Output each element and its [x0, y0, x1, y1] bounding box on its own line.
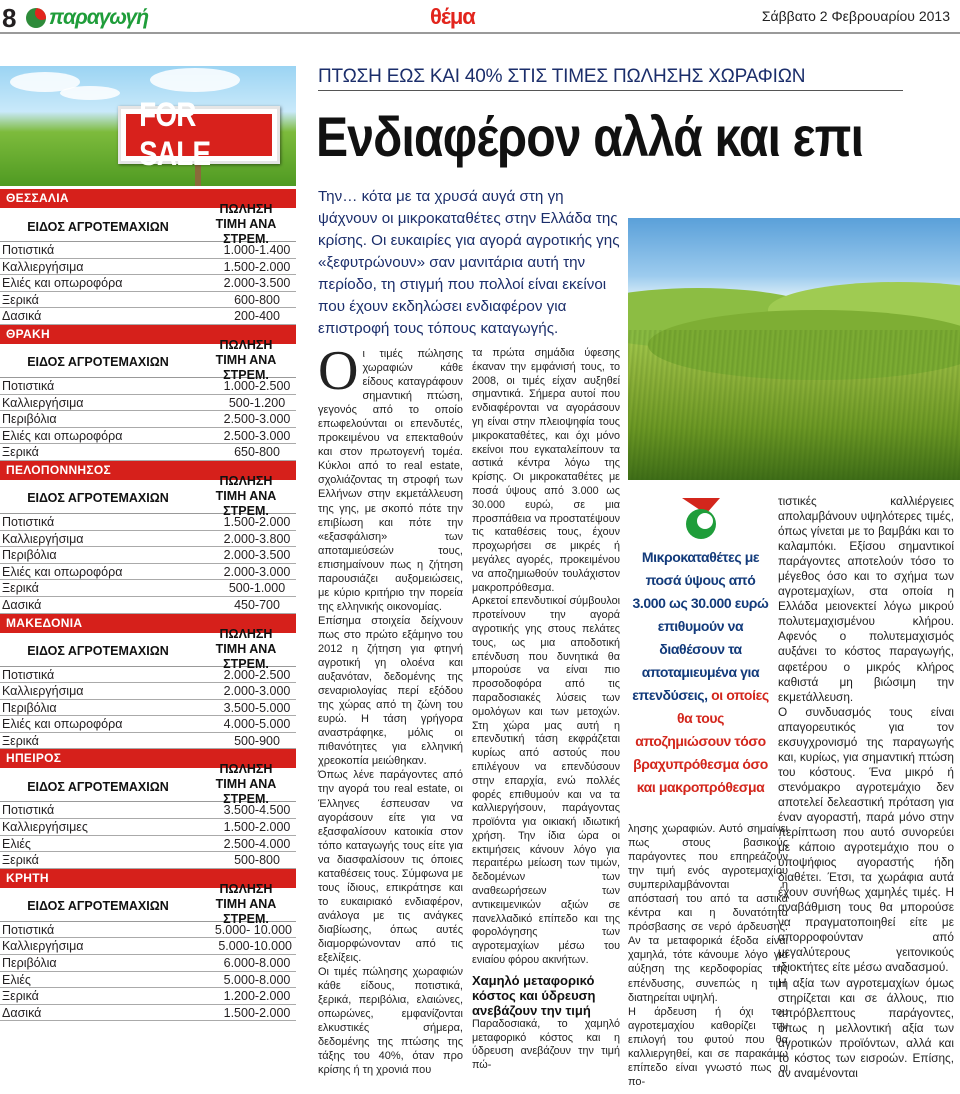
column-header-price — [196, 627, 296, 672]
paragraph: ι τιμές πώλησης χωραφιών κάθε είδους καταγράφουν σημαντική πτώση, γεγονός από το οποίο επωφελούνται οι επενδυτές, προκειμένου να επεκταθούν και στον πρωτογενή τομέα. Κύκλοι από το real estate, σχολιάζοντας τη στροφή των Ελλήνων στην εκμετάλλευση της γης, με σκοπό πότε την επιβίωση και πότε την «εξασφάλιση» των αποταμιεύσεών τους, επισημαίνουν πως η ζήτηση παρουσιάζει αυξομειώσεις, με κύριο κριτήριο την πορεία της ελληνικής οικονομίας. — [318, 348, 463, 613]
table-row — [0, 852, 296, 869]
column-header-price-line2: ΤΙΜΗ ΑΝΑ ΣΤΡΕΜ. — [215, 217, 277, 246]
quote-logo-icon — [676, 494, 726, 542]
land-type: Ξερικά — [2, 733, 39, 748]
for-sale-sign — [118, 96, 280, 173]
land-type: Ποτιστικά — [2, 378, 55, 393]
pull-quote-part-2: οι οποίες θα τους αποζημιώσουν τόσο βραχυπρόθεσμα όσο και μακροπρόθεσμα — [633, 687, 769, 795]
body-column-4 — [778, 494, 954, 1081]
body-column-2 — [472, 347, 620, 1073]
price-range: 450-700 — [234, 597, 280, 612]
sign-text: FOR SALE — [139, 96, 211, 173]
price-range: 1.200-2.000 — [223, 989, 291, 1004]
price-range: 1.500-2.000 — [223, 514, 291, 529]
land-type: Περιβόλια — [2, 412, 57, 427]
table-row — [0, 580, 296, 597]
column-header-price-line2: ΤΙΜΗ ΑΝΑ ΣΤΡΕΜ. — [215, 352, 277, 382]
region-header: ΚΡΗΤΗ — [0, 869, 296, 888]
body-column-3 — [628, 822, 788, 1089]
paragraph: λησης χωραφιών. Αυτό σημαίνει πως στους βασικούς παράγοντες που επηρεάζουν την τιμή ενός αγροτεμαχίου συμπεριλαμβάνονται η απόστασή του από τα αστικά κέντρα και η δυνατότητα πρόσβασης σε νερό άρδευσης. Αν τα μεταφορικά έξοδα είναι χαμηλά, τότε κάνουμε λόγο για αύξηση της κερδοφορίας της επένδυσης, συνεπώς η τιμή διατηρείται υψηλή. — [628, 823, 788, 1004]
table-row — [0, 716, 296, 733]
land-type: Ξερικά — [2, 581, 39, 596]
column-header-price — [196, 202, 296, 247]
price-range: 200-400 — [234, 309, 280, 324]
publication-logo — [26, 8, 148, 28]
price-range: 3.500-4.500 — [223, 803, 291, 818]
price-range: 1.500-2.000 — [223, 1005, 291, 1020]
column-header-type: ΕΙΔΟΣ ΑΓΡΟΤΕΜΑΧΙΩΝ — [27, 779, 169, 794]
price-range: 6.000-8.000 — [223, 956, 291, 971]
price-range: 2.000-3.500 — [223, 548, 291, 563]
price-range: 2.500-3.000 — [223, 412, 291, 427]
price-range: 2.000-3.000 — [223, 564, 291, 579]
page-number: 8 — [2, 3, 16, 33]
land-type: Ελιές και οπωροφόρα — [2, 428, 123, 443]
price-range: 500-1.200 — [228, 395, 286, 410]
table-row — [0, 292, 296, 309]
table-row — [0, 683, 296, 700]
land-type: Δασικά — [2, 597, 42, 612]
table-header — [0, 762, 296, 807]
pull-quote-text — [628, 546, 773, 799]
land-type: Ξερικά — [2, 292, 39, 307]
column-header-type: ΕΙΔΟΣ ΑΓΡΟΤΕΜΑΧΙΩΝ — [27, 644, 169, 658]
table-row — [0, 922, 296, 939]
land-type: Περιβόλια — [2, 956, 57, 971]
land-type: Δασικά — [2, 1005, 42, 1020]
for-sale-photo — [0, 66, 296, 186]
land-type: Ελιές — [2, 972, 31, 987]
land-type: Ξερικά — [2, 445, 39, 460]
paragraph: Αρκετοί επενδυτικοί σύμβουλοι προτείνουν την αγορά αγροτικής γης στους πελάτες τους, ως μια αποδοτική επένδυση που δυνητικά θα μπορούσε να είναι πιο προσοδοφόρα από τις παραδοσιακές λύσεις των ομολόγων και των μετοχών. Στη χώρα μας αυτή η επενδυτική τάση εκφράζεται κυρίως από αστούς που επιλέγουν να επενδύσουν στην επαρχία, ενώ πολλές φορές επιθυμούν και να τα καλλιεργήσουν, παράγοντας προϊόντα για οικιακή ιδιωτική χρήση. Την ίδια ώρα οι εκτιμήσεις κάνουν λόγο για περαιτέρω μείωση των τιμών, δεδομένων των αναθεωρήσεων των αντικειμενικών αξιών σε πανελλαδικό επίπεδο και της φορολόγησης των αγροτεμαχίων μέσω του ενιαίου φόρου ακινήτων. — [472, 595, 620, 967]
table-row — [0, 700, 296, 717]
paragraph: Όπως λένε παράγοντες από την αγορά του real estate, οι Έλληνες έσπευσαν να αγοράσουν είτε για να εξασφαλίσουν κατοικία στον τόπο καταγωγής τους είτε για να διασφαλίσουν τις όποιες καταθέσεις τους. Σύμφωνα με τους ίδιους, επικράτησε και το ευκαιριακό ενδιαφέρον, ανάλογα με τις ανάγκες διαβίωσης, όπως αυτές διαμορφώνονταν από τις εξελίξεις. — [318, 769, 463, 965]
price-range: 2.000-2.500 — [223, 667, 291, 682]
table-row — [0, 514, 296, 531]
paragraph: Η αξία των αγροτεμαχίων όμως στηρίζεται και σε άλλους, πιο απρόβλεπτους παράγοντες, όπως η μελλοντική αξία των αγροτικών προϊόντων, αλλά και το κόστος των εισροών. Επίσης, αν αναμένονται — [778, 975, 954, 1080]
land-type: Καλλιεργήσιμα — [2, 939, 84, 954]
land-type: Καλλιεργήσιμες — [2, 820, 88, 835]
table-row — [0, 378, 296, 395]
table-row — [0, 667, 296, 684]
price-range: 5.000-8.000 — [223, 972, 291, 987]
land-type: Ελιές — [2, 836, 31, 851]
article-lead: Την… κότα με τα χρυσά αυγά στη γη ψάχνουν οι μικροκαταθέτες στην Ελλάδα της κρίσης. Οι ευκαιρίες για αγορά αγροτικής γης «ξεφυτρώνουν» σαν μανιτάρια αυτή την περίοδο, τη στιγμή που πολλοί είναι εκείνοι που έχουν εκδηλώσει ενδιαφέρον για επιστροφή τους τόπους καταγωγής. — [318, 188, 620, 337]
column-header-price-line1: ΠΩΛΗΣΗ — [219, 762, 273, 777]
price-range: 5.000- 10.000 — [214, 922, 292, 937]
price-range: 5.000-10.000 — [218, 939, 292, 954]
land-type: Περιβόλια — [2, 700, 57, 715]
land-type: Ποτιστικά — [2, 667, 55, 682]
column-header-price — [196, 474, 296, 519]
price-range: 1.500-2.000 — [223, 259, 291, 274]
table-row — [0, 955, 296, 972]
column-header-price — [196, 762, 296, 807]
column-header-price-line1: ΠΩΛΗΣΗ — [219, 881, 273, 896]
table-header — [0, 626, 296, 671]
column-header-type: ΕΙΔΟΣ ΑΓΡΟΤΕΜΑΧΙΩΝ — [27, 491, 169, 506]
land-type: Ποτιστικά — [2, 514, 55, 529]
column-header-price-line2: ΤΙΜΗ ΑΝΑ ΣΤΡΕΜ. — [215, 896, 277, 926]
logo-icon — [26, 8, 46, 28]
section-title: θέμα — [430, 4, 475, 29]
article-headline: Ενδιαφέρον αλλά και επι — [316, 105, 864, 168]
table-row — [0, 428, 296, 445]
land-type: Καλλιεργήσιμα — [2, 531, 84, 546]
column-header-price-line2: ΤΙΜΗ ΑΝΑ ΣΤΡΕΜ. — [215, 488, 277, 518]
drop-cap: Ο — [318, 340, 359, 402]
price-range: 3.500-5.000 — [223, 700, 291, 715]
region-header: ΘΕΣΣΑΛΙΑ — [0, 189, 296, 208]
table-row — [0, 836, 296, 853]
paragraph: Παραδοσιακά, το χαμηλό μεταφορικό κόστος και η ύδρευση ανεβάζουν την τιμή πώ- — [472, 1017, 620, 1072]
column-header-price-line1: ΠΩΛΗΣΗ — [219, 202, 273, 216]
column-header-price-line2: ΤΙΜΗ ΑΝΑ ΣΤΡΕΜ. — [215, 641, 277, 671]
table-header — [0, 473, 296, 518]
column-header-price-line2: ΤΙΜΗ ΑΝΑ ΣΤΡΕΜ. — [215, 777, 277, 807]
price-range: 2.000-3.500 — [223, 276, 291, 291]
paragraph: Η άρδευση ή όχι του αγροτεμαχίου καθορίζει την επιλογή του φυτού που θα καλλιεργηθεί, και σε παρακάμω επίπεδο είναι γνωστό πως οι πο- — [628, 1005, 788, 1088]
land-type: Ξερικά — [2, 853, 39, 868]
land-type: Ελιές και οπωροφόρα — [2, 717, 123, 732]
subheading: Χαμηλό μεταφορικό κόστος και ύδρευση ανεβάζουν την τιμή — [472, 972, 596, 1018]
land-type: Ποτιστικά — [2, 243, 55, 257]
region-header: ΘΡΑΚΗ — [0, 325, 296, 344]
logo-text: παραγωγή — [49, 6, 149, 29]
issue-date: Σάββατο 2 Φεβρουαρίου 2013 — [761, 8, 950, 24]
table-row — [0, 395, 296, 412]
table-row — [0, 444, 296, 461]
region-header: ΜΑΚΕΔΟΝΙΑ — [0, 614, 296, 633]
land-type: Καλλιεργήσιμα — [2, 395, 84, 410]
table-row — [0, 411, 296, 428]
price-range: 1.000-2.500 — [223, 378, 291, 393]
price-range: 1.000-1.400 — [223, 243, 291, 257]
price-range: 4.000-5.000 — [223, 717, 291, 732]
land-type: Ελιές και οπωροφόρα — [2, 564, 123, 579]
land-type: Καλλιεργήσιμα — [2, 684, 84, 699]
land-price-table — [0, 189, 296, 1021]
pull-quote-part-1: Μικροκαταθέτες με ποσά ύψους από 3.000 ως 30.000 ευρώ επιθυμούν να διαθέσουν τα αποταμιευμένα για επενδύσεις, — [632, 549, 769, 703]
table-row — [0, 802, 296, 819]
land-type: Δασικά — [2, 309, 42, 324]
paragraph: Ο συνδυασμός τους είναι απαγορευτικός για τον εκσυγχρονισμό της παραγωγής και, κυρίως, για σημαντική πτώση του κόστους. Ένα μικρό ή στενόμακρο αγροτεμάχιο δεν αποτελεί δελεαστική πρόταση για έναν αγοραστή, παρά μόνο στην περίπτωση που αυτό συνορεύει με κάποιο αγροτεμάχιο που ο υποψήφιος αγοραστής ήδη διαθέτει. Έτσι, τα χωράφια αυτά έχουν συνήθως χαμηλές τιμές. Η αναβάθμιση τους θα μπορούσε να πραγματοποιηθεί είτε με απορροφούνταν από μεγαλύτερους γειτονικούς ιδιοκτήτες είτε μέσω αναδασμού. — [778, 704, 954, 975]
table-row — [0, 733, 296, 750]
land-type: Καλλιεργήσιμα — [2, 259, 84, 274]
land-type: Ξερικά — [2, 989, 39, 1004]
price-range: 2.000-3.000 — [223, 684, 291, 699]
price-range: 500-1.000 — [228, 581, 286, 596]
table-row — [0, 531, 296, 548]
paragraph: Επίσημα στοιχεία δείχνουν πως στο πρώτο εξάμηνο του 2012 η ζήτηση για φτηνή αγροτική γη ολοένα και αυξανόταν, δεδομένης της σεναριολογίας περί εξόδου της χώρας από τη ζώνη του ευρώ. Η τάση γρήγορα αναστράφηκε, μόλις οι πιθανότητες για ελληνική χρεοκοπία μειώθηκαν. — [318, 614, 463, 768]
region-header: ΗΠΕΙΡΟΣ — [0, 749, 296, 768]
table-row — [0, 938, 296, 955]
price-range: 500-900 — [234, 733, 280, 748]
land-type: Περιβόλια — [2, 548, 57, 563]
paragraph: Οι τιμές πώλησης χωραφιών κάθε είδους, ποτιστικά, ξερικά, περιβόλια, ελαιώνες, οπωρώνες, εμφανίζονται ελκυστικές σήμερα, δεδομένης της πτώσης της τάξης του 40%, όταν προ κρίσης ή τη χρονιά που — [318, 966, 463, 1077]
land-type: Ελιές και οπωροφόρα — [2, 276, 123, 291]
table-row — [0, 242, 296, 259]
table-row — [0, 308, 296, 325]
table-header — [0, 202, 296, 246]
price-range: 1.500-2.000 — [223, 820, 291, 835]
table-row — [0, 597, 296, 614]
price-range: 600-800 — [234, 292, 280, 307]
price-range: 500-800 — [234, 853, 280, 868]
page-header — [0, 0, 960, 34]
land-type: Ποτιστικά — [2, 922, 55, 937]
paragraph: τα πρώτα σημάδια ύφεσης έκαναν την εμφάνισή τους, το 2008, οι τιμές είχαν αυξηθεί σημαντικά. Σήμερα αυτοί που ενδιαφέρονται να αγοράσουν γη είναι στην πλειοψηφία τους μικροκαταθέτες, και όχι μόνο εκείνοι που εγκαταλείπουν τα αστικά κέντρα λόγω της κρίσης. Οι μικροκαταθέτες με ποσά ύψους από 3.000 ως 30.000 ευρώ, σε μια προσπάθεια να προστατέψουν τις καταθέσεις τους, έχουν προχωρήσει σε μικρές ή μεγάλες αγορές, προκειμένου να αποζημιωθούν τουλάχιστον μακροπρόθεσμα. — [472, 347, 620, 594]
paragraph: τιστικές καλλιέργειες απολαμβάνουν υψηλότερες τιμές, όπως γίνεται με το βαμβάκι και το καλαμπόκι. Εξίσου σημαντικοί παράγοντες αποτελούν τόσο το μέγεθος όσο και το σχήμα των αγροτεμαχίων, στα οποία η Ελλάδα μειονεκτεί λόγω μικρού πολυτεμαχισμένου κλήρου. Αφενός ο πολυτεμαχισμός αυξάνει το κόστος παραγωγής, αφετέρου ο μικρός κλήρος καθιστά μη βιώσιμη την εκμετάλλευση. — [778, 494, 954, 704]
article-kicker: ΠΤΩΣΗ ΕΩΣ ΚΑΙ 40% ΣΤΙΣ ΤΙΜΕΣ ΠΩΛΗΣΗΣ ΧΩΡΑΦΙΩΝ — [318, 66, 903, 91]
column-header-price-line1: ΠΩΛΗΣΗ — [219, 337, 273, 352]
table-row — [0, 547, 296, 564]
table-row — [0, 819, 296, 836]
column-header-type: ΕΙΔΟΣ ΑΓΡΟΤΕΜΑΧΙΩΝ — [27, 355, 169, 370]
price-range: 2.500-4.000 — [223, 836, 291, 851]
table-row — [0, 988, 296, 1005]
column-header-price-line1: ΠΩΛΗΣΗ — [219, 473, 273, 488]
column-header-price — [196, 338, 296, 383]
pull-quote — [628, 494, 773, 799]
price-range: 2.500-3.000 — [223, 428, 291, 443]
table-header — [0, 881, 296, 926]
table-row — [0, 1005, 296, 1022]
price-range: 2.000-3.800 — [223, 531, 291, 546]
table-row — [0, 564, 296, 581]
column-header-price-line1: ΠΩΛΗΣΗ — [219, 626, 273, 641]
region-header: ΠΕΛΟΠΟΝΝΗΣΟΣ — [0, 461, 296, 480]
wheat-field-photo — [628, 218, 960, 480]
column-header-type: ΕΙΔΟΣ ΑΓΡΟΤΕΜΑΧΙΩΝ — [27, 219, 169, 234]
column-header-price — [196, 882, 296, 927]
body-column-1 — [318, 340, 463, 1077]
table-header — [0, 337, 296, 382]
column-header-type: ΕΙΔΟΣ ΑΓΡΟΤΕΜΑΧΙΩΝ — [27, 899, 169, 914]
table-row — [0, 259, 296, 276]
land-type: Ποτιστικά — [2, 803, 55, 818]
price-range: 650-800 — [234, 445, 280, 460]
table-row — [0, 275, 296, 292]
table-row — [0, 972, 296, 989]
